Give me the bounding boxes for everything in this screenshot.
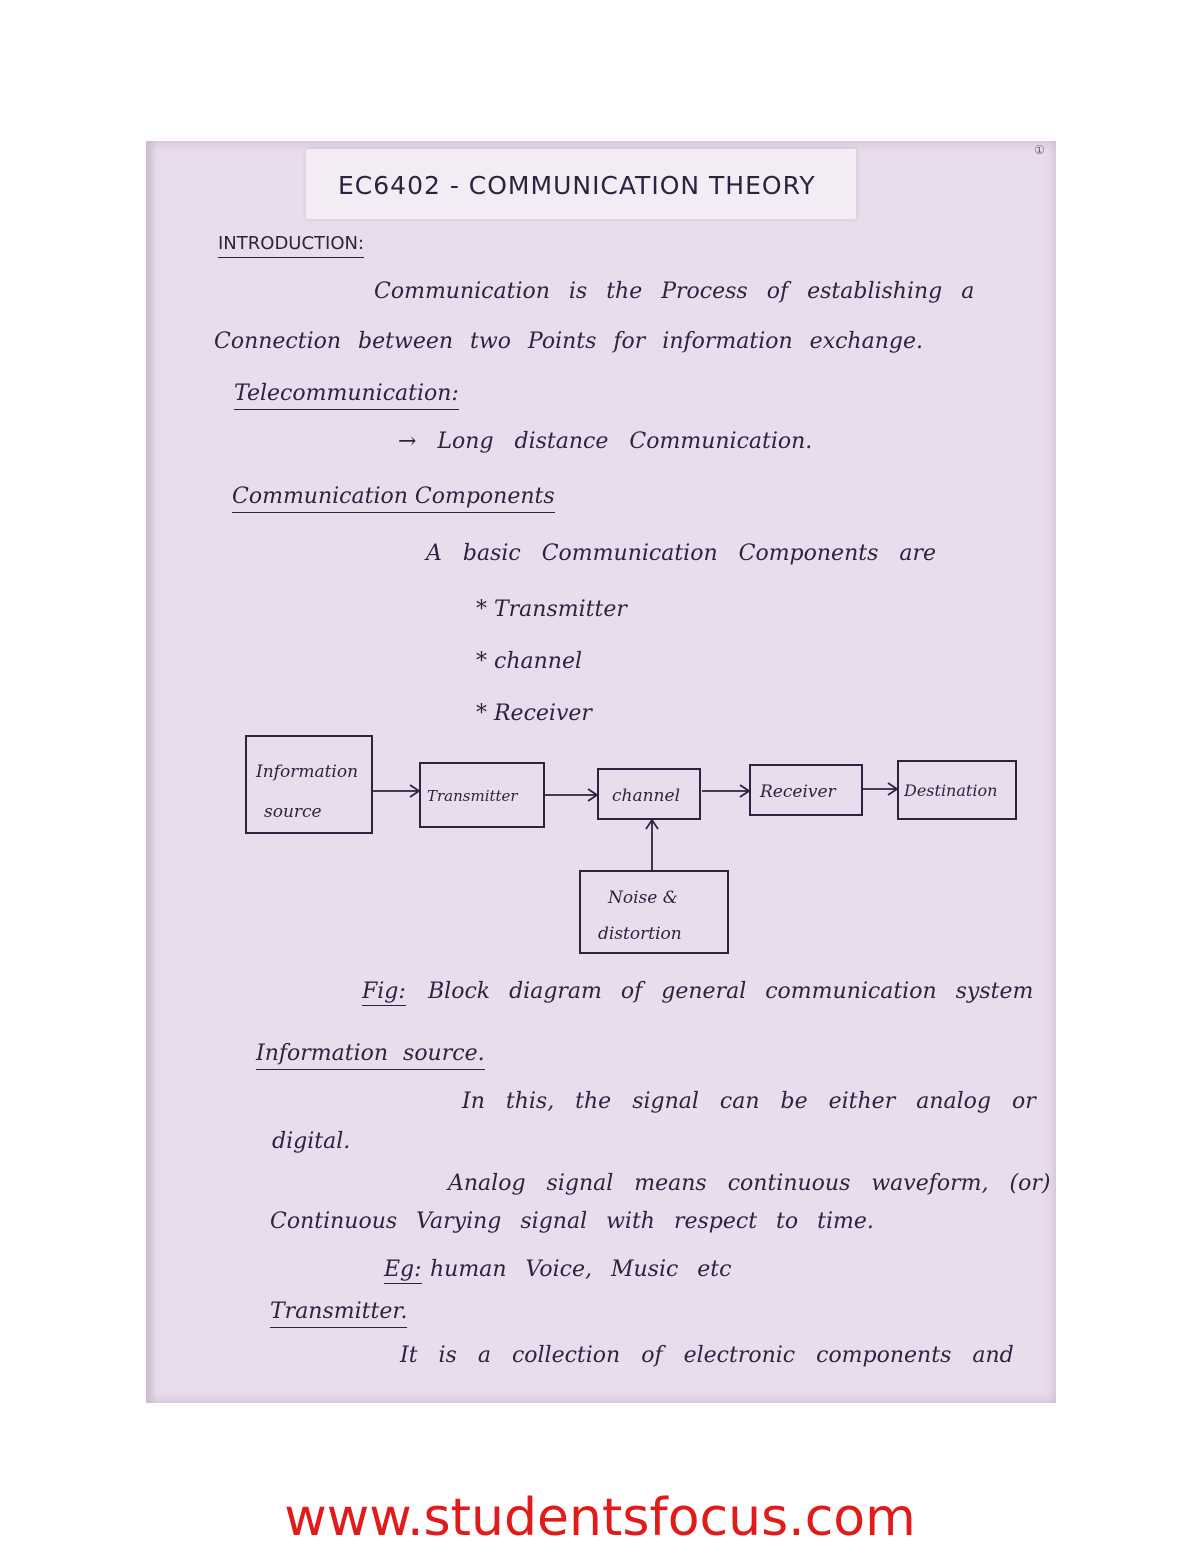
figure-caption-label: Fig: (362, 979, 406, 1004)
introduction-heading: INTRODUCTION: (218, 235, 364, 258)
page-number: ① (1034, 143, 1045, 157)
transmitter-line-1: It is a collection of electronic components and (400, 1343, 1014, 1368)
information-source-line-1: In this, the signal can be either analog or (462, 1089, 1036, 1114)
information-source-line-2: digital. (272, 1129, 351, 1154)
example-text: human Voice, Music etc (430, 1257, 732, 1282)
component-item-receiver: * Receiver (476, 701, 592, 726)
example-label: Eg: (384, 1257, 422, 1282)
destination-block-label: Destination (904, 781, 998, 800)
source-block-label-line-2: source (264, 802, 322, 822)
introduction-line-1: Communication is the Process of establishing a (374, 279, 975, 304)
noise-block-label-line-1: Noise & (608, 888, 678, 908)
figure-caption-text: Block diagram of general communication system (428, 979, 1034, 1004)
website-footer-link[interactable]: www.studentsfocus.com (284, 1488, 916, 1548)
noise-block-label-line-2: distortion (598, 924, 682, 944)
information-source-heading: Information source. (256, 1043, 485, 1070)
telecommunication-definition: → Long distance Communication. (398, 429, 813, 454)
arrow-channel-to-receiver (702, 785, 749, 797)
receiver-block-label: Receiver (760, 782, 836, 802)
block-diagram (146, 141, 1056, 981)
page-title: EC6402 - COMMUNICATION THEORY (338, 171, 816, 200)
arrow-source-to-transmitter (372, 785, 419, 797)
component-item-transmitter: * Transmitter (476, 597, 627, 622)
components-intro: A basic Communication Components are (426, 541, 937, 566)
transmitter-block-label: Transmitter (427, 787, 518, 805)
component-item-channel: * channel (476, 649, 582, 674)
information-source-line-3: Analog signal means continuous waveform, (or) (448, 1171, 1051, 1196)
arrow-receiver-to-destination (862, 783, 897, 795)
arrow-transmitter-to-channel (544, 789, 597, 801)
arrow-noise-to-channel (646, 820, 658, 871)
introduction-line-2: Connection between two Points for information exchange. (214, 329, 923, 354)
telecommunication-heading: Telecommunication: (234, 383, 459, 410)
components-heading: Communication Components (232, 486, 555, 513)
information-source-line-4: Continuous Varying signal with respect to time. (270, 1209, 874, 1234)
channel-block-label: channel (612, 786, 680, 806)
notebook-page (146, 141, 1056, 1403)
transmitter-heading: Transmitter. (270, 1301, 407, 1328)
source-block-label-line-1: Information (256, 762, 359, 782)
